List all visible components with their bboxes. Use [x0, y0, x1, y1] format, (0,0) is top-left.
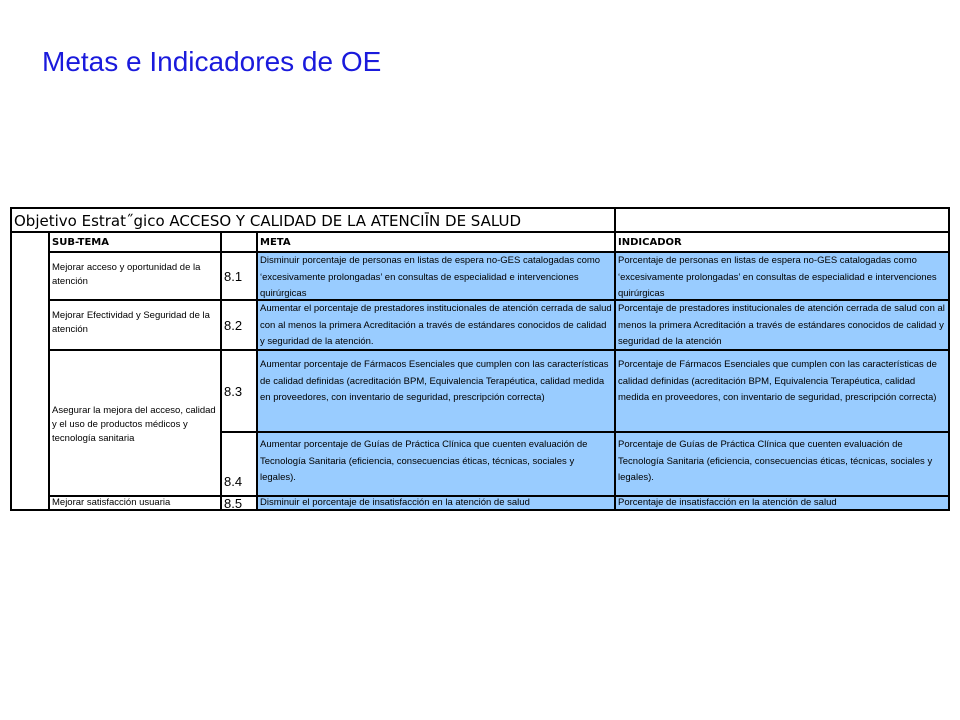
column-header-indicador: INDICADOR — [616, 233, 948, 253]
meta-number: 8.3 — [222, 351, 258, 433]
objectives-table — [10, 207, 950, 511]
subtema-cell: Mejorar acceso y oportunidad de la atención — [50, 253, 222, 301]
meta-cell: Aumentar porcentaje de Guías de Práctica Clínica que cuenten evaluación de Tecnología Sanitaria (eficiencia, consecuencias éticas, técnicas, sociales y legales). — [258, 433, 616, 497]
table-header-empty — [616, 209, 948, 233]
meta-cell: Disminuir el porcentaje de insatisfacción en la atención de salud — [258, 497, 616, 509]
meta-cell: Disminuir porcentaje de personas en listas de espera no-GES catalogadas como ‘excesivamente prolongadas’ en consultas de especialidad e intervenciones quirúrgicas — [258, 253, 616, 301]
spacer-column — [12, 233, 50, 509]
indicador-cell: Porcentaje de insatisfacción en la atención de salud — [616, 497, 948, 509]
meta-number: 8.2 — [222, 301, 258, 351]
subtema-text: Asegurar la mejora del acceso, calidad y el uso de productos médicos y tecnología sanitaria — [52, 404, 216, 444]
meta-number: 8.4 — [222, 433, 258, 497]
subtema-cell: Mejorar Efectividad y Seguridad de la atención — [50, 301, 222, 351]
indicador-cell: Porcentaje de prestadores institucionales de atención cerrada de salud con al menos la primera Acreditación a través de estándares conocidos de calidad y seguridad de la atención — [616, 301, 948, 351]
column-header-number — [222, 233, 258, 253]
indicador-cell: Porcentaje de Fármacos Esenciales que cumplen con las características de calidad definidas (acreditación BPM, Equivalencia Terapéutica, calidad medida en proveedores, con inventario de seguridad, prescripción correcta) — [616, 351, 948, 433]
meta-cell: Aumentar porcentaje de Fármacos Esenciales que cumplen con las características de calidad definidas (acreditación BPM, Equivalencia Terapéutica, calidad medida en proveedores, con inventario de seguridad, prescripción correcta) — [258, 351, 616, 433]
meta-cell: Aumentar el porcentaje de prestadores institucionales de atención cerrada de salud con al menos la primera Acreditación a través de estándares conocidos de calidad y seguridad de la atención. — [258, 301, 616, 351]
indicador-cell: Porcentaje de Guías de Práctica Clínica que cuenten evaluación de Tecnología Sanitaria (eficiencia, consecuencias éticas, técnicas, sociales y legales). — [616, 433, 948, 497]
table-header-title: Objetivo Estrat˝gico ACCESO Y CALIDAD DE LA ATENCIĪN DE SALUD — [12, 209, 616, 233]
indicador-cell: Porcentaje de personas en listas de espera no-GES catalogadas como ‘excesivamente prolongadas’ en consultas de especialidad e intervenciones quirúrgicas — [616, 253, 948, 301]
meta-number: 8.1 — [222, 253, 258, 301]
page-title: Metas e Indicadores de OE — [42, 46, 382, 77]
subtema-cell: Mejorar satisfacción usuaria — [50, 497, 222, 509]
column-header-subtema: SUB-TEMA — [50, 233, 222, 253]
meta-number: 8.5 — [222, 497, 258, 509]
subtema-cell — [50, 351, 222, 497]
column-header-meta: META — [258, 233, 616, 253]
